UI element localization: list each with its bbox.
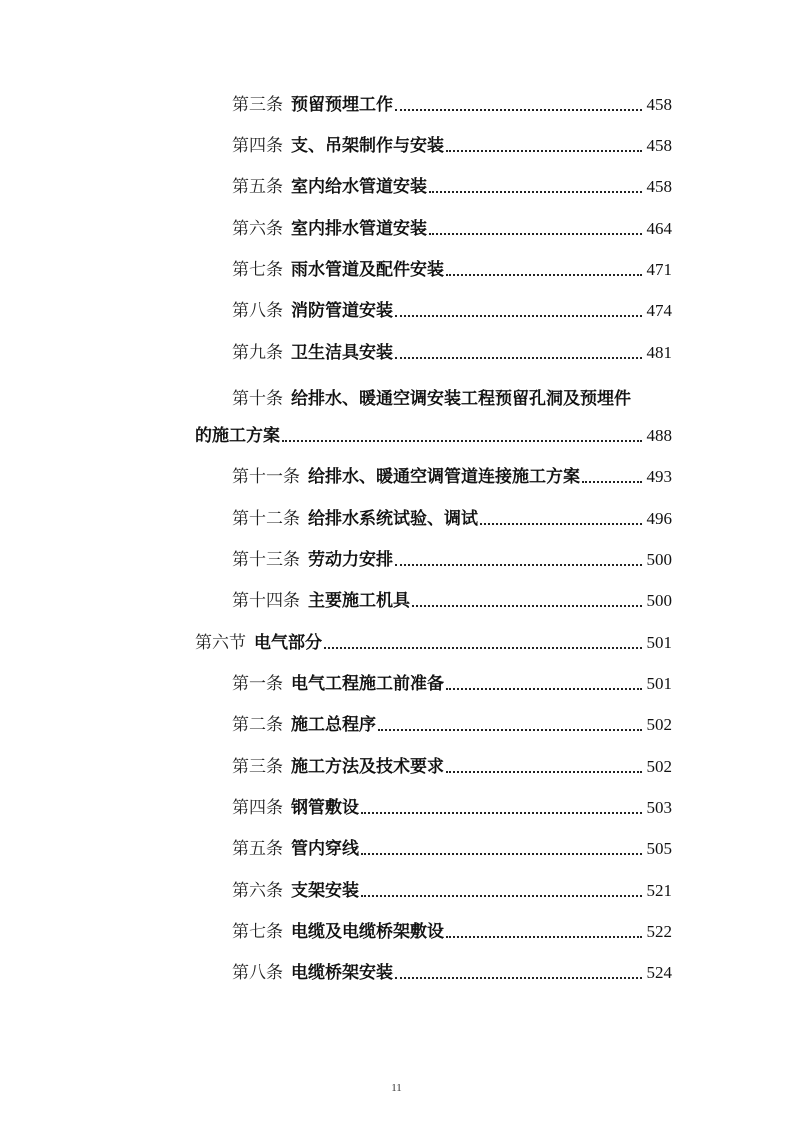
toc-entry-title: 给排水、暖通空调管道连接施工方案 xyxy=(308,467,580,487)
toc-entry-title: 支架安装 xyxy=(291,881,359,901)
toc-leader-dots xyxy=(429,232,642,235)
toc-entry-number: 第十四条 xyxy=(232,591,300,611)
toc-entry-number: 第十一条 xyxy=(232,467,300,487)
toc-entry-page: 502 xyxy=(646,757,672,776)
toc-entry-number: 第六条 xyxy=(232,219,283,239)
toc-entry-number: 第三条 xyxy=(232,757,283,777)
toc-leader-dots xyxy=(395,108,642,111)
toc-entry[interactable] xyxy=(232,545,672,571)
toc-entry[interactable] xyxy=(232,504,672,530)
toc-entry-number: 第七条 xyxy=(232,260,283,280)
toc-entry-title: 室内排水管道安装 xyxy=(291,219,427,239)
toc-entry[interactable] xyxy=(232,958,672,984)
toc-entry-page: 496 xyxy=(646,509,672,528)
toc-entry-page: 524 xyxy=(646,963,672,982)
toc-entry[interactable] xyxy=(232,338,672,364)
toc-entry-title: 钢管敷设 xyxy=(291,798,359,818)
toc-entry-page: 488 xyxy=(646,426,672,445)
toc-entry[interactable] xyxy=(232,172,672,198)
toc-entry-wrapped-continuation[interactable] xyxy=(195,421,672,447)
toc-leader-dots xyxy=(395,356,642,359)
toc-leader-dots xyxy=(446,149,642,152)
toc-entry[interactable] xyxy=(232,90,672,116)
toc-entry[interactable] xyxy=(232,296,672,322)
toc-entry-number: 第九条 xyxy=(232,343,283,363)
toc-entry[interactable] xyxy=(232,255,672,281)
toc-entry-number: 第五条 xyxy=(232,839,283,859)
toc-entry-page: 505 xyxy=(646,839,672,858)
toc-leader-dots xyxy=(446,770,642,773)
toc-entry-title: 室内给水管道安装 xyxy=(291,177,427,197)
toc-entry-title: 预留预埋工作 xyxy=(291,95,393,115)
toc-entry-title: 卫生洁具安装 xyxy=(291,343,393,363)
toc-entry-page: 501 xyxy=(646,633,672,652)
toc-entry-title: 施工方法及技术要求 xyxy=(291,757,444,777)
toc-entry-page: 474 xyxy=(646,301,672,320)
page-number: 11 xyxy=(391,1082,402,1094)
toc-entry-number: 第三条 xyxy=(232,95,283,115)
toc-entry-title: 施工总程序 xyxy=(291,715,376,735)
toc-entry[interactable] xyxy=(232,586,672,612)
toc-entry-page: 458 xyxy=(646,136,672,155)
toc-entry[interactable] xyxy=(232,710,672,736)
toc-entry-page: 481 xyxy=(646,343,672,362)
toc-leader-dots xyxy=(446,935,642,938)
toc-entry-title: 主要施工机具 xyxy=(308,591,410,611)
toc-leader-dots xyxy=(446,273,642,276)
toc-entry-page: 522 xyxy=(646,922,672,941)
toc-entry-number: 第一条 xyxy=(232,674,283,694)
toc-leader-dots xyxy=(395,563,642,566)
toc-entry[interactable] xyxy=(232,752,672,778)
toc-entry[interactable] xyxy=(232,669,672,695)
toc-leader-dots xyxy=(412,604,642,607)
toc-leader-dots xyxy=(395,976,642,979)
toc-entry[interactable] xyxy=(232,462,672,488)
toc-leader-dots xyxy=(324,646,642,649)
toc-entry-number: 第六条 xyxy=(232,881,283,901)
toc-entry-number: 第十条 xyxy=(232,389,283,409)
toc-leader-dots xyxy=(395,314,642,317)
toc-entry[interactable] xyxy=(232,793,672,819)
toc-entry-page: 500 xyxy=(646,550,672,569)
toc-entry[interactable] xyxy=(232,214,672,240)
toc-entry-title: 劳动力安排 xyxy=(308,550,393,570)
toc-entry[interactable] xyxy=(232,131,672,157)
toc-leader-dots xyxy=(361,894,642,897)
toc-entry-page: 458 xyxy=(646,177,672,196)
toc-entry-number: 第四条 xyxy=(232,136,283,156)
toc-leader-dots xyxy=(446,687,642,690)
toc-entry-title: 支、吊架制作与安装 xyxy=(291,136,444,156)
toc-entry-page: 502 xyxy=(646,715,672,734)
toc-entry-title: 消防管道安装 xyxy=(291,301,393,321)
toc-entry[interactable] xyxy=(232,834,672,860)
toc-entry-page: 471 xyxy=(646,260,672,279)
toc-leader-dots xyxy=(361,852,642,855)
toc-entry-title: 雨水管道及配件安装 xyxy=(291,260,444,280)
toc-entry-page: 521 xyxy=(646,881,672,900)
toc-leader-dots xyxy=(480,522,642,525)
toc-entry-title: 电气工程施工前准备 xyxy=(291,674,444,694)
toc-entry-number: 第十三条 xyxy=(232,550,300,570)
toc-entry-title-continuation: 的施工方案 xyxy=(195,426,280,446)
toc-entry-title: 电缆桥架安装 xyxy=(291,963,393,983)
toc-leader-dots xyxy=(361,811,642,814)
toc-leader-dots xyxy=(429,190,642,193)
toc-entry-title: 给排水系统试验、调试 xyxy=(308,509,478,529)
toc-entry-number: 第八条 xyxy=(232,301,283,321)
toc-section-title: 电气部分 xyxy=(254,633,322,653)
toc-entry-page: 500 xyxy=(646,591,672,610)
toc-entry-page: 501 xyxy=(646,674,672,693)
toc-entry-number: 第十二条 xyxy=(232,509,300,529)
toc-entry-page: 503 xyxy=(646,798,672,817)
toc-section-number: 第六节 xyxy=(195,633,246,653)
toc-entry[interactable] xyxy=(232,876,672,902)
toc-leader-dots xyxy=(582,480,642,483)
toc-entry-page: 458 xyxy=(646,95,672,114)
toc-entry-title: 给排水、暖通空调安装工程预留孔洞及预埋件 xyxy=(291,389,631,409)
toc-entry-title: 电缆及电缆桥架敷设 xyxy=(291,922,444,942)
toc-entry-page: 493 xyxy=(646,467,672,486)
toc-entry-number: 第七条 xyxy=(232,922,283,942)
toc-entry-number: 第二条 xyxy=(232,715,283,735)
toc-entry-number: 第五条 xyxy=(232,177,283,197)
toc-entry-number: 第八条 xyxy=(232,963,283,983)
toc-entry-wrapped-first-line[interactable] xyxy=(232,386,672,412)
toc-section-entry[interactable] xyxy=(195,628,672,654)
toc-leader-dots xyxy=(282,439,642,442)
toc-entry[interactable] xyxy=(232,917,672,943)
toc-entry-number: 第四条 xyxy=(232,798,283,818)
toc-entry-title: 管内穿线 xyxy=(291,839,359,859)
toc-leader-dots xyxy=(378,728,642,731)
toc-entry-page: 464 xyxy=(646,219,672,238)
